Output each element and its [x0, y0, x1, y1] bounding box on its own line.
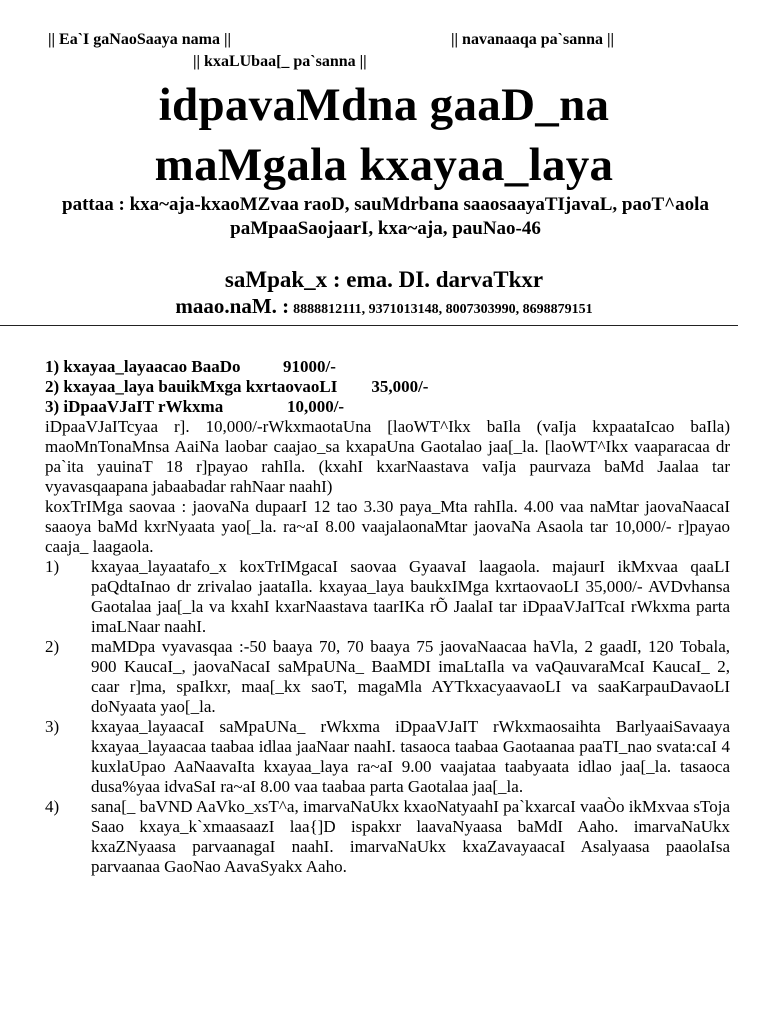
rule-number: 4)	[45, 797, 60, 816]
phone-numbers: 8888812111, 9371013148, 8007303990, 8698879151	[293, 302, 593, 317]
fee-line-booking-advance: 2) kxayaa_laya bauikMxga kxrtaovaoLI 35,000/-	[45, 377, 429, 396]
rule-text: maMDpa vyavasqaa :-50 baaya 70, 70 baaya 75 jaovaNaacaa haVla, 2 gaadI, 120 Tobala, 900 KaucaI_, jaovaNacaI saMpaUNa_ BaaMDI imaLtaIla va vaQauvaraMcaI KaucaI_ 2, caar r]ma, spaIkxr, maa[_kx saoT, magaMla AYTkxacyaavaoLI va saaKarpauDavaoLI doNyaata yao[_la.	[91, 637, 730, 716]
rule-number: 2)	[45, 637, 60, 656]
phone-line	[0, 294, 768, 319]
hall-title-line-2: maMgala kxayaa_laya	[154, 139, 614, 191]
rule-number: 1)	[45, 557, 60, 576]
rule-item	[45, 557, 730, 637]
rule-number: 3)	[45, 717, 60, 736]
phone-label: maao.naM. :	[175, 294, 290, 318]
rule-item	[45, 637, 730, 717]
rule-text: sana[_ baVND AaVko_xsT^a, imarvaNaUkx kxaoNatyaahI pa`kxarcaI vaaÒo ikMxvaa sToja Saao kxaya_k`xmaasaazI laa{]D ispakxr laavaNyaasa baMdI Aaho. imarvaNaUkx kxaZNyaasa parvaanagaI naahI. imarvaNaUkx kxaZavayaacaI Asalyaasa paaolaIsa parvaanaa GaoNao AavaSyakx Aaho.	[91, 797, 730, 876]
contact-person: saMpak_x : ema. DI. darvaTkxr	[224, 267, 544, 292]
rule-item	[45, 717, 730, 797]
rule-text: kxayaa_layaacaI saMpaUNa_ rWkxma iDpaaVJaIT rWkxmaosaihta BarlyaaiSavaaya kxayaa_layaacaa taabaa idlaa jaaNaar naahI. tasaoca taabaa Gaotaanaa paaTI_nao svata:caI 4 kuxlaUpao AaNaavaIta kxayaa_laya ra~aI 9.00 vaajataa taabyaata idlao jaa[_la. tasaoca dusa%yaa idvaSaI ra~aI 8.00 vaa taabaa parta Gaotalaa jaa[_la.	[91, 717, 730, 796]
invocation-left: || Ea`I gaNaoSaaya nama ||	[48, 31, 231, 48]
document-body	[45, 357, 730, 877]
catering-timing-paragraph: koxTrIMga saovaa : jaovaNa dupaarI 12 tao 3.30 paya_Mta rahIla. 4.00 vaa naMtar jaovaNaacaI saaoya baMd kxrNyaata yao[_la. ra~aI 8.00 vaajalaonaMtar jaovaNa Asaola tar 10,000/- r]payao caaja_ laagaola.	[45, 497, 730, 556]
rules-list	[45, 557, 730, 877]
hall-title-line-1: idpavaMdna gaaD_na	[158, 79, 610, 131]
fee-line-hall-rent: 1) kxayaa_layaacao BaaDo 91000/-	[45, 357, 336, 376]
invocation-center: || kxaLUbaa[_ pa`sanna ||	[193, 53, 367, 70]
rule-item	[45, 797, 730, 877]
invocation-right: || navanaaqa pa`sanna ||	[451, 31, 615, 48]
fee-line-deposit: 3) iDpaaVJaIT rWkxma 10,000/-	[45, 397, 345, 416]
header-divider	[0, 325, 738, 326]
address: pattaa : kxa~aja-kxaoMZvaa raoD, sauMdrbana saaosaayaTIjavaL, paoT^aola paMpaaSaojaarI, kxa~aja, pauNao-46	[62, 194, 709, 239]
deposit-paragraph: iDpaaVJaITcyaa r]. 10,000/-rWkxmaotaUna [laoWT^Ikx baIla (vaIja kxpaataIcao baIla) maoMnTonaMnsa AaiNa laobar caajao_sa kxapaUna Gaotalao jaa[_la. [laoWT^Ikx vaaparacaa dr pa`ita yauinaT 18 r]payao rahIla. (kxahI kxarNaastava vaIja paurvaza baMd Jaalaa tar vyavasqaapana jabaabadar rahNaar naahI)	[45, 417, 730, 496]
rule-text: kxayaa_layaatafo_x koxTrIMgacaI saovaa GyaavaI laagaola. majaurI ikMxvaa qaaLI paQdtaInao dr zrivalao jaataIla. kxayaa_laya baukxIMga kxrtaovaoLI 35,000/- AVDvhansa Gaotalaa jaa[_la va kxahI kxarNaastava taarIKa rÕ JaalaI tar iDpaaVJaITcaI rWkxma parta imaLNaar naahI.	[91, 557, 730, 636]
